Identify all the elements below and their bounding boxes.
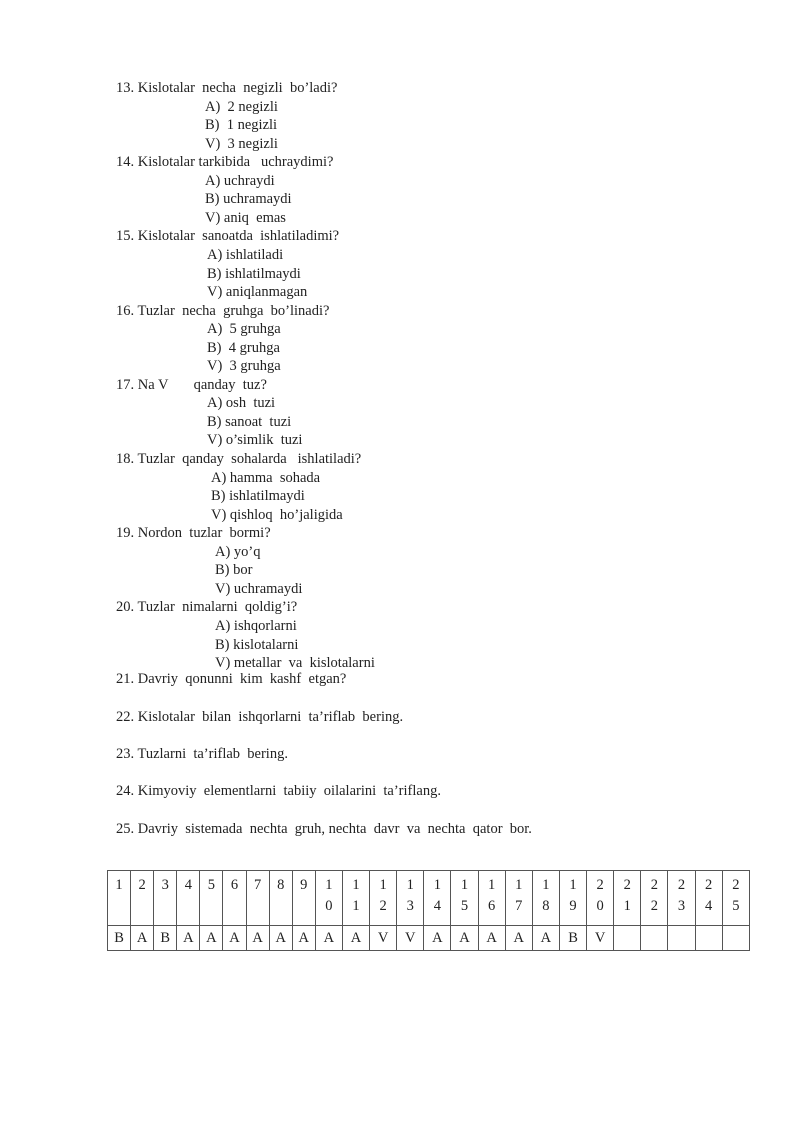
question-18: 18. Tuzlar qanday sohalarda ishlatiladi? <box>116 451 362 467</box>
answer-key-number-cell <box>370 871 397 926</box>
question-13: 13. Kislotalar necha negizli bo’ladi? <box>116 80 338 96</box>
question-number <box>723 875 749 917</box>
answer-key-letter-cell <box>614 926 641 951</box>
question-14: 14. Kislotalar tarkibida uchraydimi? <box>116 154 334 171</box>
answer-key-number-cell <box>177 871 200 926</box>
answer-key-letter-cell: B <box>108 926 131 951</box>
answer-key-number-cell <box>154 871 177 926</box>
answer-key-letter-cell: A <box>505 926 532 951</box>
answer-key-number-cell <box>451 871 478 926</box>
answer-key-letter-cell: V <box>397 926 424 951</box>
answer-key-letter-cell: B <box>154 926 177 951</box>
answer-key-letter-cell: A <box>424 926 451 951</box>
digit: 2 <box>732 877 740 893</box>
answer-key-letter-cell: A <box>269 926 292 951</box>
answer-key-number-cell <box>342 871 369 926</box>
answer-option: B) 1 negizli <box>205 117 278 134</box>
question-15: 15. Kislotalar sanoatda ishlatiladimi? <box>116 228 340 245</box>
question-number <box>451 875 477 917</box>
digit: 7 <box>515 898 523 914</box>
answer-key-number-row <box>108 871 750 926</box>
question-number: 6 <box>230 877 239 893</box>
answer-option: A) 2 negizli <box>205 98 278 115</box>
answer-key-number-cell <box>200 871 223 926</box>
question-number <box>370 875 396 917</box>
answer-option: B) ishlatilmaydi <box>207 265 301 282</box>
digit: 1 <box>352 877 360 893</box>
answer-key-table <box>107 870 750 951</box>
answer-key-number-cell <box>478 871 505 926</box>
open-question-23: 23. Tuzlarni ta’riflab bering. <box>116 746 288 762</box>
question-number <box>506 875 532 917</box>
answer-key-number-cell <box>695 871 722 926</box>
answer-key-letter-row <box>108 926 750 951</box>
question-number <box>424 875 450 917</box>
answer-key-letter-cell: V <box>370 926 397 951</box>
question-19: 19. Nordon tuzlar bormi? <box>116 525 271 542</box>
answer-key-number-cell <box>614 871 641 926</box>
digit: 4 <box>705 898 713 914</box>
answer-key-number-cell <box>246 871 269 926</box>
digit: 1 <box>406 877 414 893</box>
answer-option: V) aniqlanmagan <box>207 284 308 301</box>
digit: 2 <box>677 877 686 893</box>
question-number <box>533 875 559 917</box>
answer-option: V) 3 gruhga <box>207 358 281 375</box>
answer-key-number-cell <box>722 871 749 926</box>
digit: 0 <box>596 898 604 914</box>
digit: 1 <box>433 877 442 893</box>
question-16: 16. Tuzlar necha gruhga bo’linadi? <box>116 302 330 319</box>
answer-key-letter-cell: A <box>131 926 154 951</box>
question-number: 2 <box>138 877 146 893</box>
answer-key-letter-cell <box>722 926 749 951</box>
question-20: 20. Tuzlar nimalarni qoldig’i? <box>116 599 298 616</box>
answer-option: B) uchramaydi <box>205 191 292 208</box>
answer-key-letter-cell: A <box>478 926 505 951</box>
digit: 1 <box>569 877 577 893</box>
answer-option: V) 3 negizli <box>205 135 278 152</box>
digit: 1 <box>623 898 631 914</box>
question-number: 5 <box>207 877 216 893</box>
digit: 1 <box>515 877 523 893</box>
answer-key-number-cell <box>315 871 342 926</box>
open-question-25: 25. Davriy sistemada nechta gruh, nechta davr va nechta qator bor. <box>116 821 532 837</box>
digit: 2 <box>379 898 387 914</box>
answer-key-number-cell <box>587 871 614 926</box>
answer-option: V) metallar va kislotalarni <box>215 655 375 672</box>
answer-key-letter-cell <box>695 926 722 951</box>
digit: 2 <box>650 898 659 914</box>
question-number: 4 <box>184 877 192 893</box>
digit: 3 <box>406 898 414 914</box>
question-number <box>614 875 640 917</box>
digit: 5 <box>460 898 469 914</box>
answer-key-number-cell <box>223 871 246 926</box>
answer-option: B) kislotalarni <box>215 636 299 653</box>
answer-key-letter-cell: A <box>200 926 223 951</box>
digit: 1 <box>460 877 469 893</box>
answer-key-letter-cell <box>668 926 695 951</box>
question-number: 3 <box>161 877 169 893</box>
open-question-24: 24. Kimyoviy elementlarni tabiiy oilalarini ta’riflang. <box>116 783 441 799</box>
answer-key-number-cell <box>559 871 586 926</box>
answer-key-letter-cell: A <box>342 926 369 951</box>
digit: 0 <box>325 898 333 914</box>
answer-option: V) aniq emas <box>205 209 286 226</box>
digit: 2 <box>705 877 713 893</box>
digit: 9 <box>569 898 577 914</box>
answer-key-letter-cell: A <box>177 926 200 951</box>
answer-key-letter-cell <box>641 926 668 951</box>
answer-option: A) yo’q <box>215 543 261 560</box>
digit: 2 <box>623 877 631 893</box>
answer-key-number-cell <box>424 871 451 926</box>
answer-key-number-cell <box>641 871 668 926</box>
question-number <box>343 875 369 917</box>
answer-key-letter-cell: A <box>451 926 478 951</box>
answer-key-letter-cell: V <box>587 926 614 951</box>
answer-option: A) ishqorlarni <box>215 617 297 634</box>
answer-key-letter-cell: B <box>559 926 586 951</box>
question-17: 17. Na V qanday tuz? <box>116 376 267 393</box>
question-number <box>696 875 722 917</box>
question-number: 8 <box>277 877 285 893</box>
digit: 4 <box>433 898 442 914</box>
digit: 1 <box>352 898 360 914</box>
digit: 2 <box>596 877 604 893</box>
answer-option: B) sanoat tuzi <box>207 413 292 430</box>
question-number <box>641 875 667 917</box>
answer-option: A) osh tuzi <box>207 395 276 412</box>
answer-option: A) ishlatiladi <box>207 246 284 263</box>
question-number <box>668 875 694 917</box>
digit: 1 <box>379 877 387 893</box>
answer-key-number-cell <box>505 871 532 926</box>
question-number <box>397 875 423 917</box>
digit: 1 <box>488 877 496 893</box>
open-question-22: 22. Kislotalar bilan ishqorlarni ta’riflab bering. <box>116 709 404 725</box>
answer-key-letter-cell: A <box>292 926 315 951</box>
digit: 8 <box>542 898 550 914</box>
answer-key-letter-cell: A <box>315 926 342 951</box>
answer-option: B) ishlatilmaydi <box>211 488 305 505</box>
question-number: 1 <box>115 877 123 893</box>
answer-key-letter-cell: A <box>532 926 559 951</box>
answer-key-number-cell <box>668 871 695 926</box>
answer-option: A) 5 gruhga <box>207 321 281 338</box>
answer-option: B) 4 gruhga <box>207 339 280 356</box>
answer-option: A) hamma sohada <box>211 469 321 486</box>
answer-option: V) qishloq ho’jaligida <box>211 506 343 523</box>
question-number: 9 <box>300 877 308 893</box>
open-question-21: 21. Davriy qonunni kim kashf etgan? <box>116 671 347 687</box>
answer-key-number-cell <box>131 871 154 926</box>
digit: 5 <box>732 898 740 914</box>
answer-key-letter-cell: A <box>223 926 246 951</box>
question-number <box>560 875 586 917</box>
digit: 1 <box>542 877 550 893</box>
question-number <box>479 875 505 917</box>
digit: 1 <box>325 877 333 893</box>
answer-option: V) o’simlik tuzi <box>207 432 303 449</box>
answer-key-number-cell <box>397 871 424 926</box>
answer-key-number-cell <box>269 871 292 926</box>
question-number <box>587 875 613 917</box>
answer-key-number-cell <box>532 871 559 926</box>
question-number <box>316 875 342 917</box>
answer-key-letter-cell: A <box>246 926 269 951</box>
answer-key-number-cell <box>108 871 131 926</box>
digit: 2 <box>650 877 659 893</box>
digit: 6 <box>488 898 496 914</box>
digit: 3 <box>677 898 686 914</box>
answer-option: A) uchraydi <box>205 172 275 189</box>
answer-option: V) uchramaydi <box>215 580 303 597</box>
question-number: 7 <box>253 877 262 893</box>
answer-key-number-cell <box>292 871 315 926</box>
answer-option: B) bor <box>215 562 253 579</box>
